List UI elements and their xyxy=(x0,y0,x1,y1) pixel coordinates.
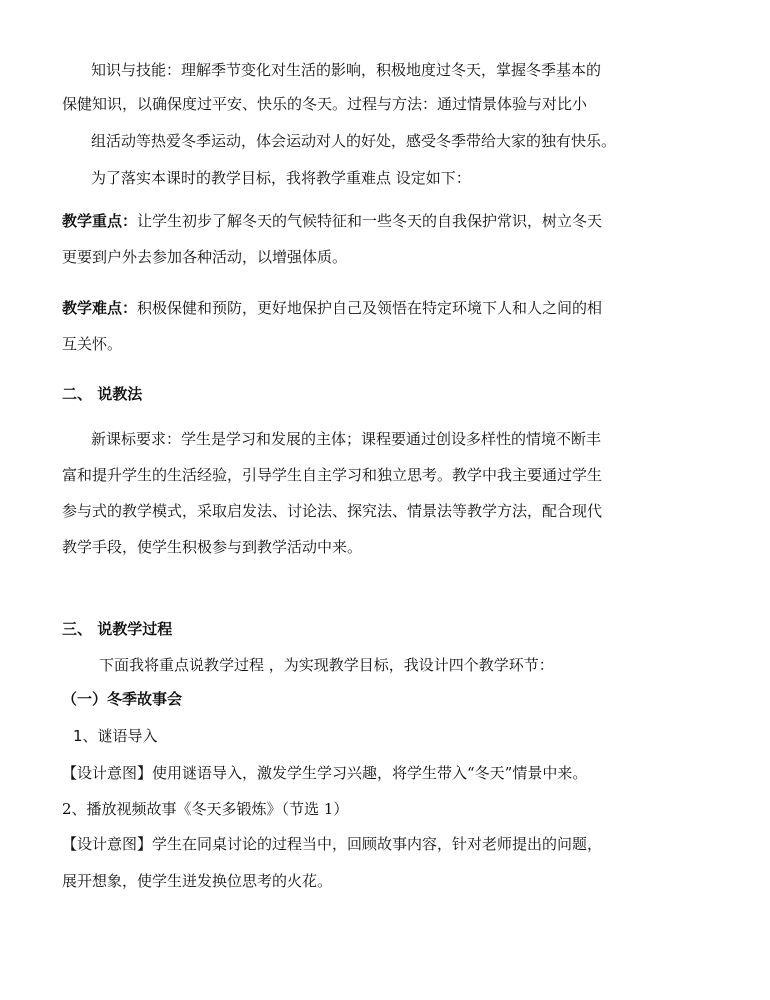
section2-line3: 参与式的教学模式，采取启发法、讨论法、探究法、情景法等教学方法，配合现代 xyxy=(62,502,603,520)
section3-item2-intent-line2: 展开想象，使学生迸发换位思考的火花。 xyxy=(62,872,333,890)
section2-line4: 教学手段，使学生积极参与到教学活动中来。 xyxy=(62,538,363,556)
section3-item2: 2、播放视频故事《冬天多锻炼》（节选 1） xyxy=(62,800,349,818)
para1-line1: 知识与技能：理解季节变化对生活的影响，积极地度过冬天，掌握冬季基本的 xyxy=(91,61,602,79)
key-points-line1 xyxy=(62,211,602,231)
section3-sub1: （一）冬季故事会 xyxy=(62,690,183,708)
para1-line2: 保健知识，以确保度过平安、快乐的冬天。过程与方法：通过情景体验与对比小 xyxy=(62,95,588,113)
para2: 为了落实本课时的教学目标，我将教学重难点 设定如下： xyxy=(91,169,471,187)
difficult-points-label: 教学难点： xyxy=(62,299,138,317)
para1-line3: 组活动等热爱冬季运动，体会运动对人的好处，感受冬季带给大家的独有快乐。 xyxy=(91,132,617,150)
section3-heading: 三、 说教学过程 xyxy=(62,620,173,638)
section2-line2: 富和提升学生的生活经验，引导学生自主学习和独立思考。教学中我主要通过学生 xyxy=(62,466,603,484)
key-points-label: 教学重点： xyxy=(62,212,138,230)
section3-item1-intent: 【设计意图】使用谜语导入，激发学生学习兴趣，将学生带入“冬天”情景中来。 xyxy=(62,764,588,782)
section2-line1: 新课标要求：学生是学习和发展的主体；课程要通过创设多样性的情境不断丰 xyxy=(91,430,602,448)
difficult-points-text: 积极保健和预防，更好地保护自己及领悟在特定环境下人和人之间的相 xyxy=(137,299,603,317)
key-points-line2: 更要到户外去参加各种活动，以增强体质。 xyxy=(62,248,348,266)
section2-heading: 二、 说教法 xyxy=(62,385,143,403)
difficult-points-line1 xyxy=(62,298,602,318)
key-points-text: 让学生初步了解冬天的气候特征和一些冬天的自我保护常识，树立冬天 xyxy=(137,212,603,230)
section3-item2-intent-line1: 【设计意图】学生在同桌讨论的过程当中，回顾故事内容，针对老师提出的问题， xyxy=(62,835,603,853)
section3-intro: 下面我将重点说教学过程 ，为实现教学目标，我设计四个教学环节： xyxy=(99,656,554,674)
difficult-points-line2: 互关怀。 xyxy=(62,335,123,353)
section3-item1: 1、谜语导入 xyxy=(73,727,158,745)
